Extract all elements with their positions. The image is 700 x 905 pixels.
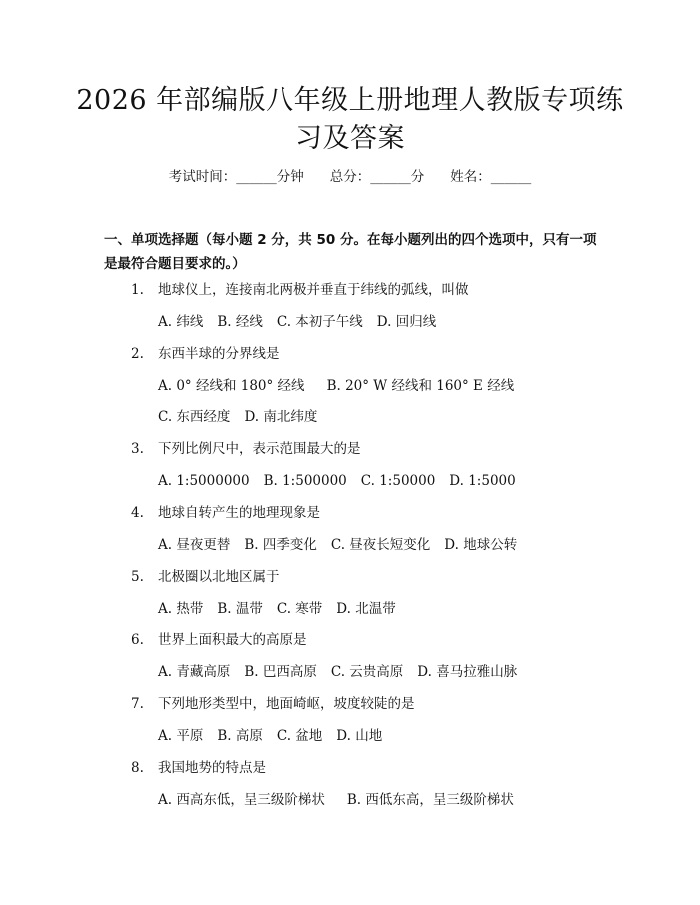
- question-stem: [131, 566, 280, 588]
- option-d: D. 山地: [336, 728, 383, 744]
- option-a: A. 纬线: [158, 314, 204, 330]
- document-title-line-2: 习及答案: [295, 123, 405, 154]
- option-row: [158, 598, 396, 620]
- option-c: C. 1:50000: [360, 473, 436, 489]
- option-c: C. 东西经度: [158, 409, 231, 425]
- option-b: B. 西低东高，呈三级阶梯状: [346, 792, 514, 808]
- question-stem: [131, 343, 280, 365]
- option-b: B. 高原: [217, 728, 263, 744]
- option-row: [158, 534, 517, 556]
- question-text: 地球自转产生的地理现象是: [158, 505, 320, 521]
- option-b: B. 温带: [217, 601, 263, 617]
- option-c: C. 云贵高原: [330, 664, 404, 680]
- question-number: 6.: [131, 632, 144, 648]
- option-b: B. 20° W 经线和 160° E 经线: [326, 378, 515, 394]
- option-b: B. 四季变化: [244, 537, 317, 553]
- option-row: [158, 661, 517, 683]
- question-text: 地球仪上，连接南北两极并垂直于纬线的弧线，叫做: [158, 282, 469, 298]
- option-d: D. 喜马拉雅山脉: [417, 664, 518, 680]
- question-number: 1.: [131, 282, 144, 298]
- option-d: D. 1:5000: [449, 473, 516, 489]
- student-name-field: 姓名：______: [450, 169, 532, 185]
- section-heading-line-2: 是最符合题目要求的。）: [104, 256, 246, 272]
- section-heading-line-1: 一、单项选择题（每小题 2 分，共 50 分。在每小题列出的四个选项中，只有一项: [104, 232, 597, 248]
- question-stem: [131, 438, 361, 460]
- exam-time-field: 考试时间：______分钟: [168, 169, 304, 185]
- question-text: 北极圈以北地区属于: [158, 569, 280, 585]
- question-number: 2.: [131, 346, 144, 362]
- option-b: B. 巴西高原: [244, 664, 317, 680]
- option-a: A. 青藏高原: [158, 664, 231, 680]
- question-stem: [131, 502, 320, 524]
- option-row: [158, 406, 317, 428]
- option-a: A. 1:5000000: [158, 473, 250, 489]
- question-stem: [131, 757, 266, 779]
- option-c: C. 昼夜长短变化: [330, 537, 431, 553]
- question-text: 我国地势的特点是: [158, 760, 266, 776]
- question-number: 5.: [131, 569, 144, 585]
- option-row: [158, 375, 514, 397]
- question-text: 下列地形类型中，地面崎岖，坡度较陡的是: [158, 696, 415, 712]
- exam-info: [100, 166, 600, 188]
- question-text: 世界上面积最大的高原是: [158, 632, 307, 648]
- question-number: 8.: [131, 760, 144, 776]
- option-d: D. 地球公转: [444, 537, 518, 553]
- option-a: A. 平原: [158, 728, 204, 744]
- option-b: B. 经线: [217, 314, 263, 330]
- question-text: 下列比例尺中，表示范围最大的是: [158, 441, 361, 457]
- option-b: B. 1:500000: [263, 473, 347, 489]
- option-a: A. 西高东低，呈三级阶梯状: [158, 792, 325, 808]
- document-title-line-1: 2026 年部编版八年级上册地理人教版专项练: [76, 85, 624, 116]
- option-d: D. 回归线: [376, 314, 437, 330]
- question-number: 4.: [131, 505, 144, 521]
- option-a: A. 0° 经线和 180° 经线: [158, 378, 305, 394]
- question-stem: [131, 629, 307, 651]
- option-row: [158, 725, 382, 747]
- option-row: [158, 311, 436, 333]
- option-a: A. 昼夜更替: [158, 537, 231, 553]
- option-c: C. 盆地: [276, 728, 323, 744]
- question-number: 3.: [131, 441, 144, 457]
- option-c: C. 本初子午线: [276, 314, 363, 330]
- total-score-field: 总分：______分: [329, 169, 425, 185]
- question-stem: [131, 279, 469, 301]
- question-number: 7.: [131, 696, 144, 712]
- option-c: C. 寒带: [276, 601, 323, 617]
- option-a: A. 热带: [158, 601, 204, 617]
- question-stem: [131, 693, 415, 715]
- question-text: 东西半球的分界线是: [158, 346, 280, 362]
- option-d: D. 北温带: [336, 601, 396, 617]
- option-row: [158, 470, 516, 492]
- option-row: [158, 789, 514, 811]
- option-d: D. 南北纬度: [244, 409, 318, 425]
